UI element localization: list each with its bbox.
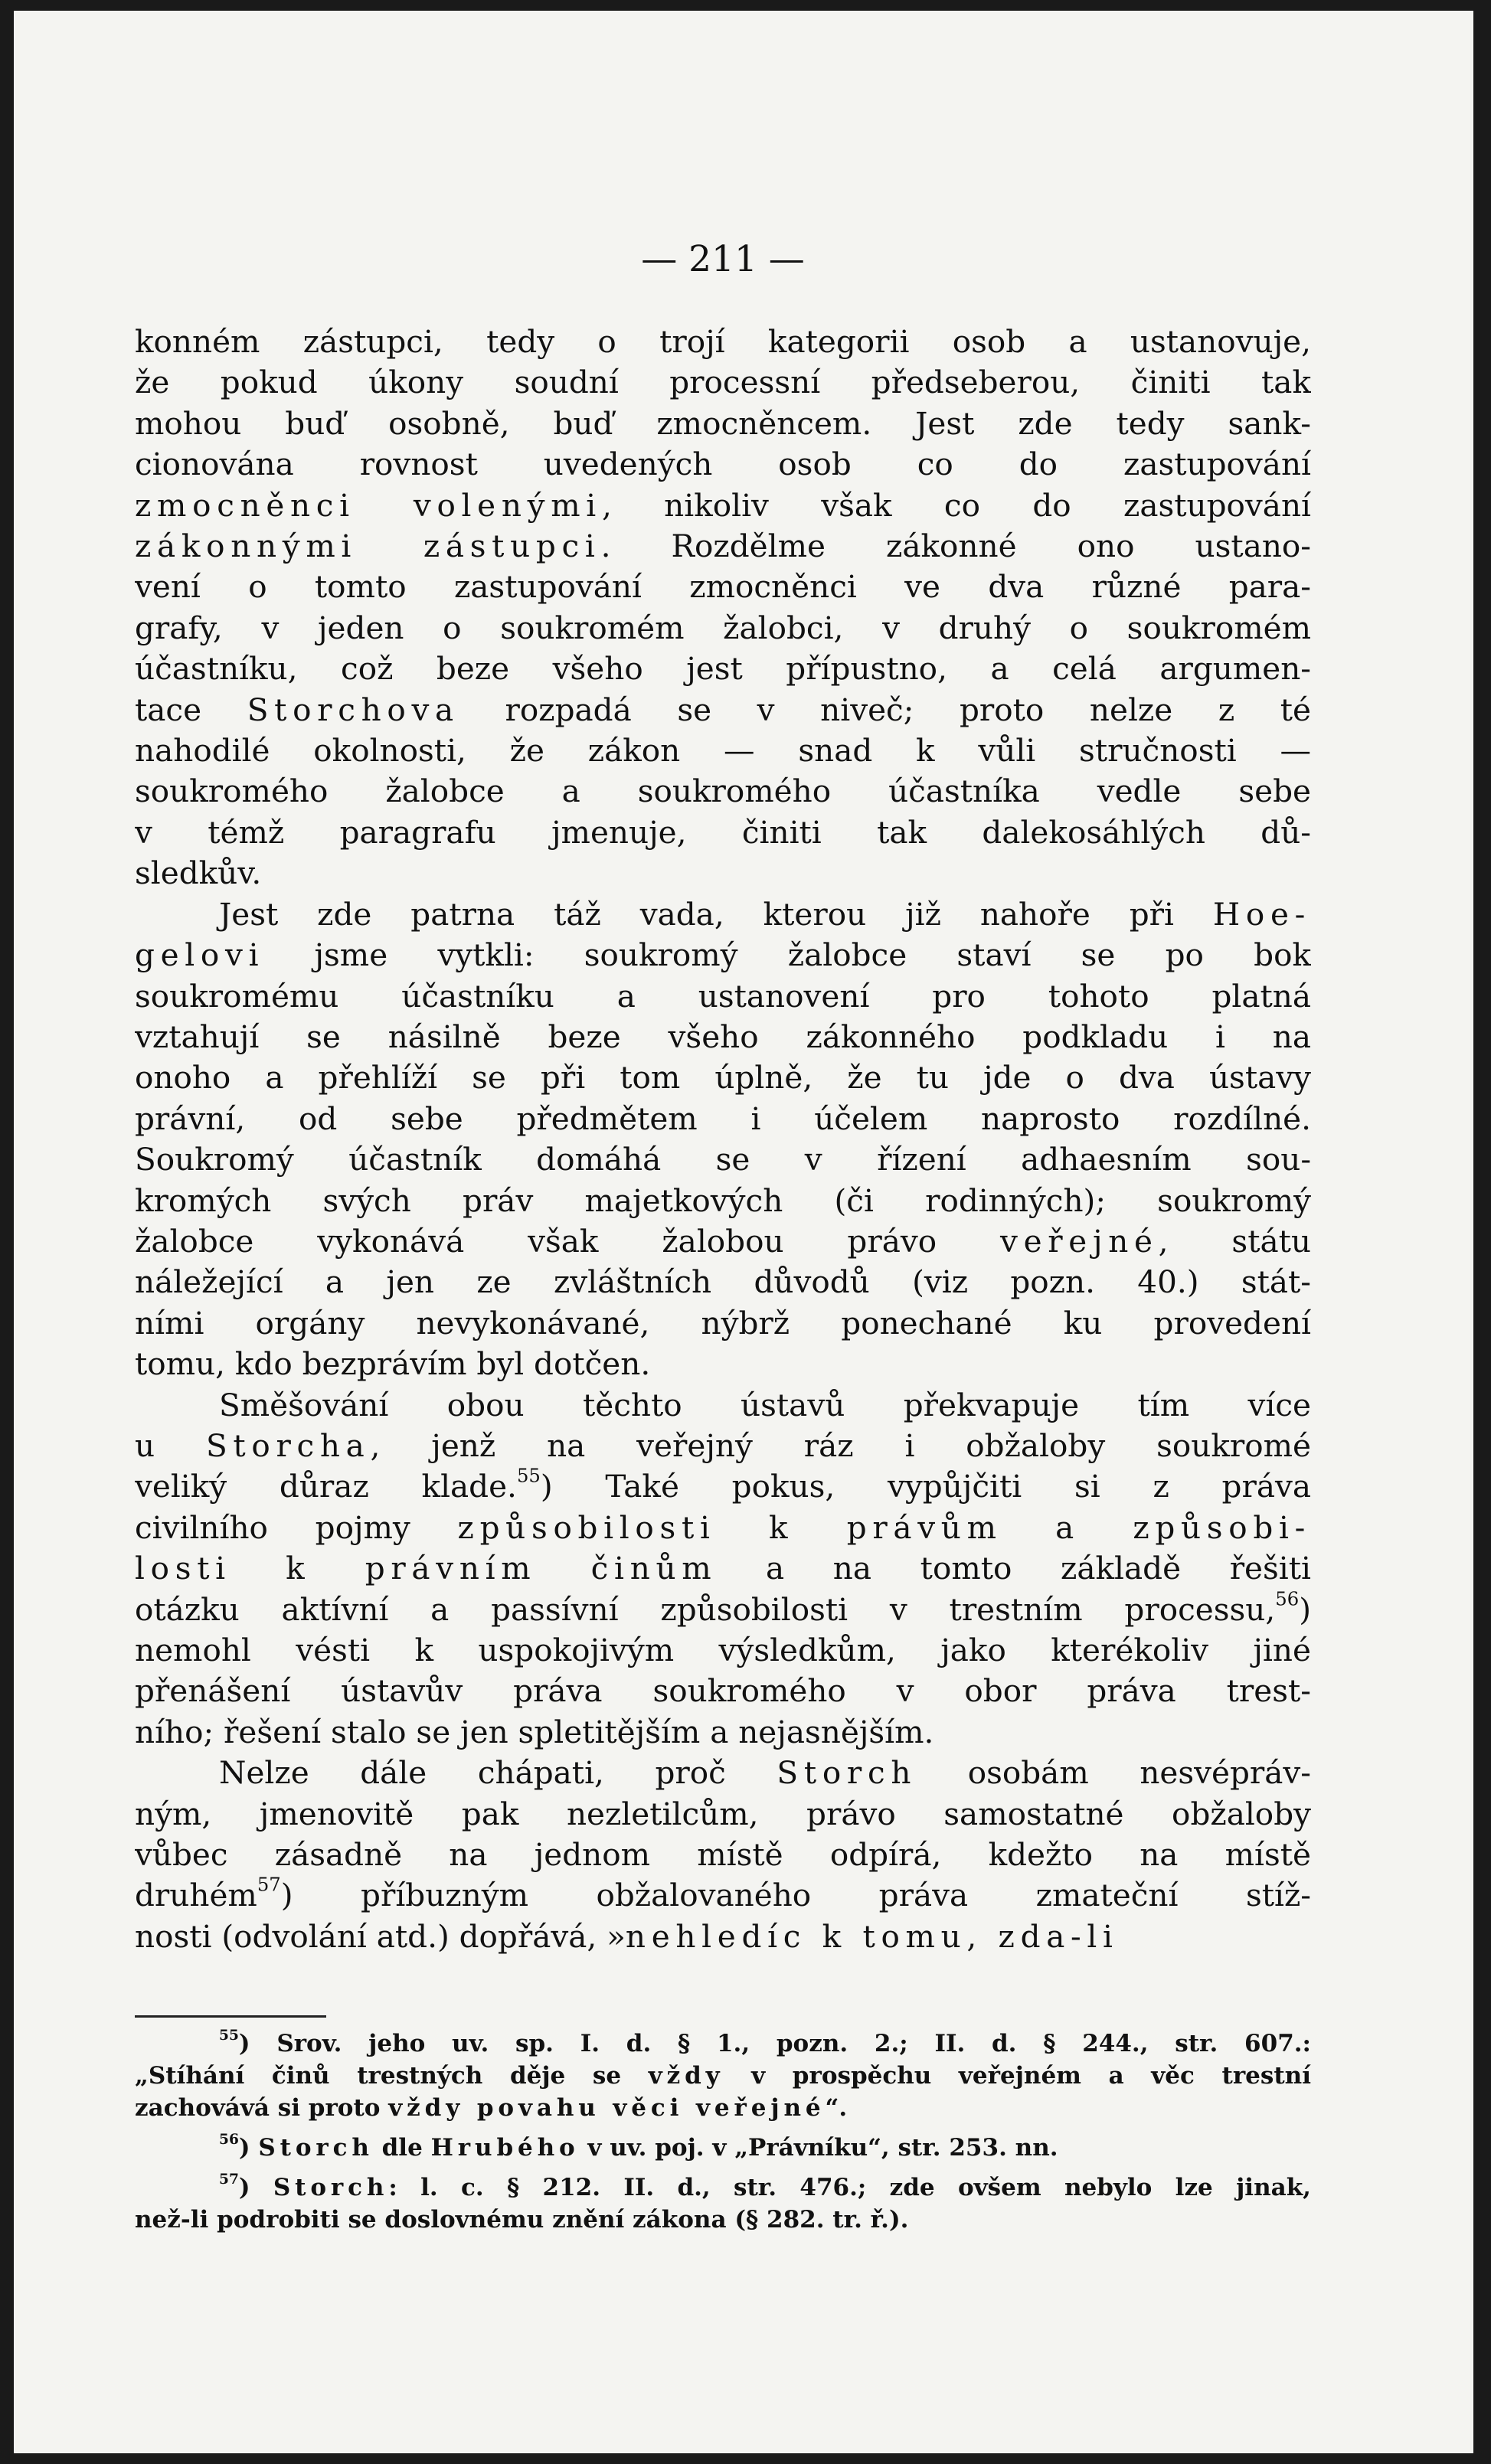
text-run: )	[238, 2174, 273, 2201]
body-line	[135, 526, 1311, 567]
text-run: žalobce vykonává však žalobou právo	[135, 1222, 1001, 1260]
footnote-line	[135, 2132, 1311, 2164]
spaced-emphasis: gelovi	[135, 936, 265, 974]
body-line	[135, 771, 1311, 812]
text-run: právní, od sebe předmětem i účelem naprosto rozdílné.	[135, 1100, 1311, 1137]
body-line	[135, 567, 1311, 607]
text-run: vůbec zásadně na jednom místě odpírá, kdežto na místě	[135, 1836, 1311, 1874]
text-run: , státu	[1158, 1222, 1311, 1260]
text-run: konném zástupci, tedy o trojí kategorii osob a ustanovuje,	[135, 323, 1311, 360]
body-line	[135, 1548, 1311, 1589]
text-run: veliký důraz klade.	[135, 1468, 517, 1505]
body-line	[135, 322, 1311, 362]
paragraph-2	[135, 894, 1311, 1385]
text-run: mohou buď osobně, buď zmocněncem. Jest zde tedy sank-	[135, 404, 1311, 442]
spaced-emphasis: Hrubého	[430, 2134, 580, 2162]
text-run: Směšování obou těchto ústavů překvapuje tím více	[219, 1386, 1311, 1423]
text-run: soukromému účastníku a ustanovení pro tohoto platná	[135, 977, 1311, 1015]
text-run: v témž paragrafu jmenuje, činiti tak dalekosáhlých dů-	[135, 813, 1311, 851]
spaced-emphasis: Hoe-	[1212, 895, 1311, 933]
body-line	[135, 853, 1311, 894]
text-run: soukromého žalobce a soukromého účastníka vedle sebe	[135, 773, 1311, 810]
text-run: ným, jmenovitě pak nezletilcům, právo samostatné obžaloby	[135, 1795, 1311, 1832]
footnote-line	[135, 2172, 1311, 2204]
footnote-ref: 55	[219, 2028, 239, 2044]
body-line	[135, 1917, 1311, 1957]
footnote-56	[135, 2132, 1311, 2164]
body-line	[135, 1344, 1311, 1384]
footnotes	[135, 2028, 1311, 2243]
text-run: osobám nesvépráv-	[917, 1754, 1311, 1792]
text-run: v uv. poj. v „Právníku“, str. 253. nn.	[579, 2134, 1058, 2162]
body-line	[135, 1712, 1311, 1753]
spaced-emphasis: způsobilosti k právům a způsobi-	[457, 1508, 1311, 1546]
body-line	[135, 935, 1311, 975]
body-line	[135, 404, 1311, 444]
text-run: a na tomto základě řešiti	[717, 1550, 1311, 1587]
spaced-emphasis: zákonnými zástupci	[135, 528, 601, 565]
text-run: . Rozdělme zákonné ono ustano-	[600, 528, 1311, 565]
spaced-emphasis: vždy	[648, 2062, 724, 2090]
text-run: přenášení ústavův práva soukromého v obor práva trest-	[135, 1672, 1311, 1710]
spaced-emphasis: Storch	[258, 2134, 374, 2162]
page-number: — 211 —	[641, 238, 805, 280]
footnote-line	[135, 2092, 1311, 2124]
text-run: v prospěchu veřejném a věc trestní	[724, 2062, 1311, 2090]
footnote-ref: 56	[1275, 1589, 1300, 1610]
body-line	[135, 649, 1311, 689]
body-line	[135, 1753, 1311, 1793]
body-line	[135, 1221, 1311, 1262]
body-line	[135, 812, 1311, 853]
text-run: , nikoliv však co do zastupování	[601, 486, 1311, 524]
spaced-emphasis: Storchova	[247, 691, 459, 728]
body-line	[135, 976, 1311, 1017]
text-run: rozpadá se v niveč; proto nelze z té	[459, 691, 1311, 728]
text-run: u	[135, 1426, 206, 1464]
text-run: ) Také pokus, vypůjčiti si z práva	[540, 1468, 1311, 1505]
text-run: druhém	[135, 1877, 257, 1914]
text-run: dle	[373, 2134, 431, 2162]
body-line	[135, 1671, 1311, 1711]
paragraph-4	[135, 1753, 1311, 1957]
text-run: vení o tomto zastupování zmocněnci ve dva různé para-	[135, 568, 1311, 606]
spaced-emphasis: veřejné	[1000, 1222, 1159, 1260]
paragraph-3	[135, 1385, 1311, 1753]
spaced-emphasis: zmocněnci volenými	[135, 486, 602, 524]
body-line	[135, 894, 1311, 935]
body-line	[135, 1385, 1311, 1426]
body-line	[135, 485, 1311, 526]
text-run: tomu, kdo bezprávím byl dotčen.	[135, 1345, 651, 1383]
body-line	[135, 1630, 1311, 1671]
spaced-emphasis: Storch	[273, 2174, 389, 2201]
spaced-emphasis: Storch	[777, 1754, 917, 1792]
body-line	[135, 362, 1311, 403]
text-run: než-li podrobiti se doslovnému znění zákona (§ 282. tr. ř.).	[135, 2206, 909, 2234]
body-line	[135, 1181, 1311, 1221]
spaced-emphasis: losti k právním činům	[135, 1550, 718, 1587]
text-run: , jenž na veřejný ráz i obžaloby soukromé	[370, 1426, 1311, 1464]
text-run: civilního pojmy	[135, 1508, 458, 1546]
body-line	[135, 444, 1311, 485]
text-run: )	[238, 2134, 259, 2162]
footnote-ref: 55	[516, 1466, 541, 1487]
text-run: Nelze dále chápati, proč	[219, 1754, 777, 1792]
paragraph-1	[135, 322, 1311, 894]
footnote-55	[135, 2028, 1311, 2124]
text-run: Soukromý účastník domáhá se v řízení adhaesním sou-	[135, 1141, 1311, 1178]
footnote-ref: 57	[257, 1875, 281, 1896]
body-line	[135, 1426, 1311, 1466]
footnote-ref: 56	[219, 2132, 239, 2149]
spaced-emphasis: vždy povahu věci veřejné	[388, 2094, 826, 2122]
body-line	[135, 1303, 1311, 1344]
body-text	[135, 322, 1311, 1957]
body-line	[135, 1835, 1311, 1875]
text-run: sledkův.	[135, 855, 262, 892]
spaced-emphasis: nehledíc k tomu, zda-li	[625, 1917, 1119, 1955]
text-run: nosti (odvolání atd.) dopřává, »	[135, 1917, 626, 1955]
body-line	[135, 608, 1311, 649]
text-run: onoho a přehlíží se při tom úplně, že tu jde o dva ústavy	[135, 1059, 1311, 1096]
footnote-separator	[135, 2015, 326, 2018]
text-run: otázku aktívní a passívní způsobilosti v trestním processu,	[135, 1590, 1276, 1628]
body-line	[135, 1017, 1311, 1057]
text-run: „Stíhání činů trestných děje se	[135, 2062, 649, 2090]
text-run: náležející a jen ze zvláštních důvodů (viz pozn. 40.) stát-	[135, 1263, 1311, 1301]
body-line	[135, 1057, 1311, 1098]
footnote-line	[135, 2028, 1311, 2060]
spaced-emphasis: Storcha	[205, 1426, 371, 1464]
page-sheet	[14, 11, 1473, 2453]
text-run: ního; řešení stalo se jen spletitějším a nejasnějším.	[135, 1713, 934, 1750]
text-run: účastníku, což beze všeho jest přípustno, a celá argumen-	[135, 650, 1311, 688]
text-run: grafy, v jeden o soukromém žalobci, v druhý o soukromém	[135, 609, 1311, 646]
text-run: )	[1299, 1590, 1311, 1628]
text-run: kromých svých práv majetkových (či rodinných); soukromý	[135, 1181, 1311, 1219]
body-line	[135, 1875, 1311, 1916]
body-line	[135, 1466, 1311, 1507]
footnote-line	[135, 2060, 1311, 2092]
text-run: “.	[825, 2094, 848, 2122]
text-run: nemohl vésti k uspokojivým výsledkům, jako kterékoliv jiné	[135, 1632, 1311, 1668]
body-line	[135, 1590, 1311, 1630]
body-line	[135, 730, 1311, 771]
text-run: vztahují se násilně beze všeho zákonného podkladu i na	[135, 1018, 1311, 1055]
text-run: jsme vytkli: soukromý žalobce staví se po bok	[264, 936, 1311, 974]
footnote-line	[135, 2204, 1311, 2236]
body-line	[135, 1794, 1311, 1835]
body-line	[135, 1099, 1311, 1139]
text-run: že pokud úkony soudní processní předseberou, činiti tak	[135, 364, 1311, 401]
text-run: Jest zde patrna táž vada, kterou již nahoře při	[219, 895, 1213, 933]
text-run: cionována rovnost uvedených osob co do zastupování	[135, 446, 1311, 483]
body-line	[135, 690, 1311, 730]
body-line	[135, 1508, 1311, 1548]
text-run: ) příbuzným obžalovaného práva zmateční stíž-	[280, 1877, 1311, 1914]
footnote-ref: 57	[219, 2172, 239, 2188]
text-run: ními orgány nevykonávané, nýbrž ponechané ku provedení	[135, 1304, 1311, 1341]
text-run: tace	[135, 691, 247, 728]
body-line	[135, 1139, 1311, 1180]
text-run: : l. c. § 212. II. d., str. 476.; zde ovšem nebylo lze jinak,	[388, 2174, 1311, 2201]
text-run: ) Srov. jeho uv. sp. I. d. § 1., pozn. 2.; II. d. § 244., str. 607.:	[238, 2030, 1311, 2057]
text-run: zachovává si proto	[135, 2094, 389, 2122]
footnote-57	[135, 2172, 1311, 2236]
text-run: nahodilé okolnosti, že zákon — snad k vůli stručnosti —	[135, 732, 1311, 770]
body-line	[135, 1262, 1311, 1302]
